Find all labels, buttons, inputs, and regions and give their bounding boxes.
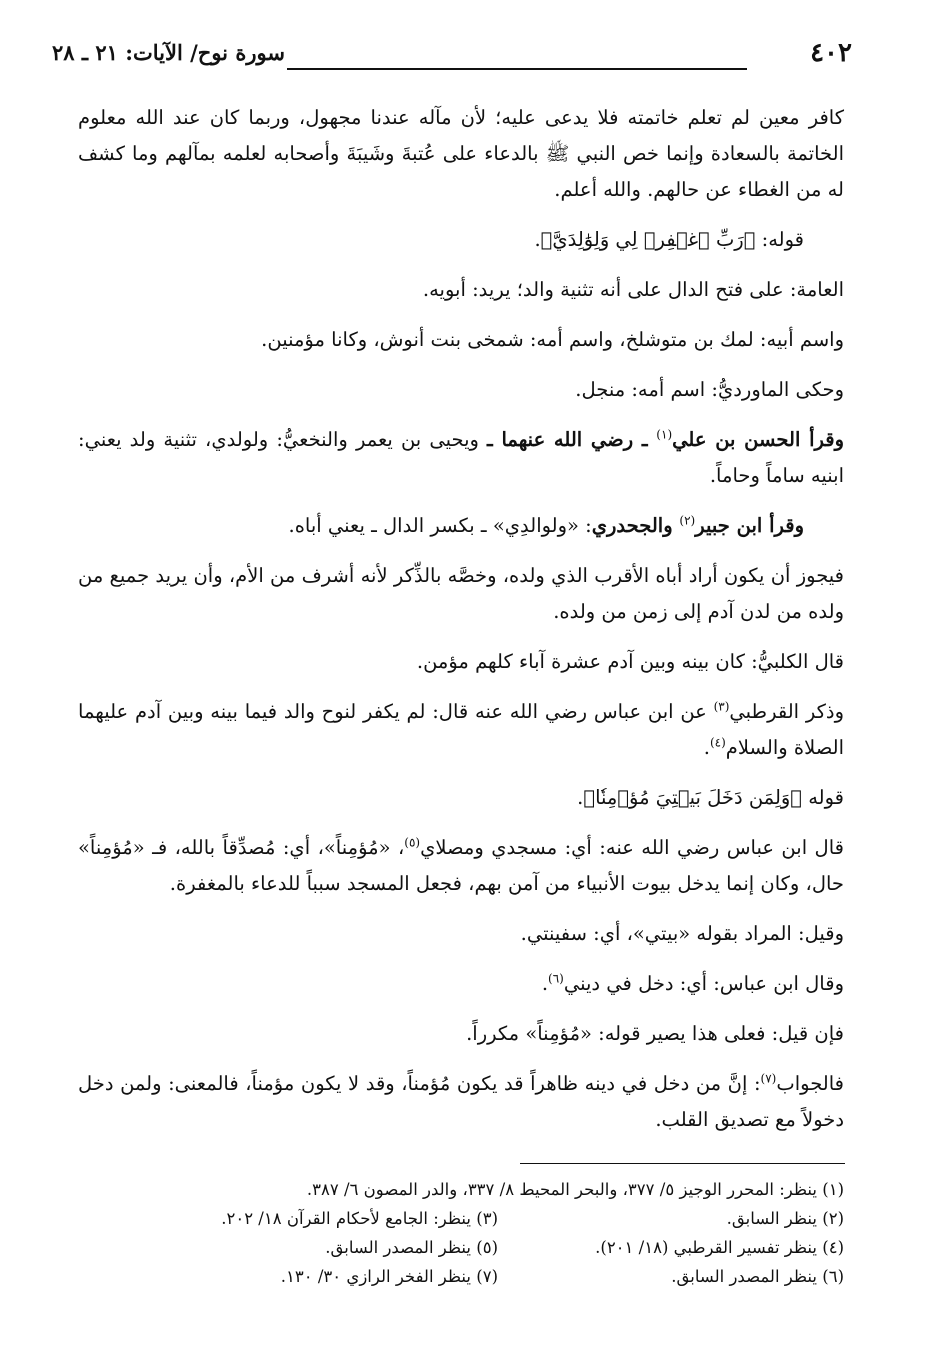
paragraph-text: وقال ابن عباس: أي: دخل في ديني bbox=[563, 972, 844, 995]
footnote-ref[interactable]: (٤) bbox=[709, 735, 726, 750]
paragraph-1: كافر معين لم تعلم خاتمته فلا يدعى عليه؛ لأن مآله عندنا مجهول، وربما كان عند الله معلوم الخاتمة بالسعادة وإنما خص النبي ﷺ بالدعاء على عُتبةَ وشَيبَةَ وأصحابه لعلمه بمآلهم وما كشف له من الغطاء عن حالهم. والله أعلم. bbox=[78, 106, 844, 201]
paragraph-text: فالجواب bbox=[776, 1072, 844, 1095]
paragraph-9 bbox=[78, 694, 844, 766]
quote-verse-1 bbox=[78, 222, 844, 258]
footnote-row bbox=[150, 1204, 844, 1233]
paragraph-text: ، «مُؤمِناً»، أي: مُصدِّقاً بالله، فـ «مُؤمِناً» حال، وكان إنما يدخل بيوت الأنبياء من آمن بهم، فجعل المسجد سبباً للدعاء بالمغفرة. bbox=[78, 836, 844, 895]
page-number: ٤٠٢ bbox=[810, 38, 852, 68]
paragraph-3: واسم أبيه: لمك بن متوشلخ، واسم أمه: شمخى بنت أنوش، وكانا مؤمنين. bbox=[261, 328, 844, 351]
footnote-3: (٣) ينظر: الجامع لأحكام القرآن ١٨/ ٢٠٢. bbox=[221, 1209, 498, 1228]
paragraph-10 bbox=[78, 830, 844, 902]
reader-name: وقرأ الحسن بن علي bbox=[672, 428, 844, 451]
footnote-ref[interactable]: (٥) bbox=[404, 835, 421, 850]
footnote-1: (١) ينظر: المحرر الوجيز ٥/ ٣٧٧، والبحر المحيط ٨/ ٣٣٧، والدر المصون ٦/ ٣٨٧. bbox=[306, 1180, 844, 1199]
reader-name: والجحدري bbox=[591, 514, 680, 537]
verse-lead: قوله bbox=[802, 786, 844, 809]
verse-end: . bbox=[577, 786, 584, 809]
footnote-ref[interactable]: (٦) bbox=[548, 971, 564, 986]
quote-verse-2 bbox=[78, 780, 844, 816]
footnote-ref[interactable]: (٧) bbox=[760, 1071, 777, 1086]
footnote-ref[interactable]: (٣) bbox=[713, 699, 730, 714]
footnote-7: (٧) ينظر الفخر الرازي ٣٠/ ١٣٠. bbox=[280, 1267, 498, 1286]
footnote-row bbox=[150, 1175, 844, 1204]
paragraph-text: قال ابن عباس رضي الله عنه: أي: مسجدي ومصلاي bbox=[420, 836, 844, 859]
paragraph-8: قال الكلبيُّ: كان بينه وبين آدم عشرة آباء كلهم مؤمن. bbox=[416, 650, 844, 673]
quran-verse: ﴿رَبِّ ٱغۡفِرۡ لِي وَلِوَٰلِدَيَّ﴾ bbox=[540, 228, 756, 251]
paragraph-text: . bbox=[703, 736, 710, 759]
paragraph-text: . bbox=[541, 972, 549, 995]
running-title: سورة نوح/ الآيات: ٢١ ـ ٢٨ bbox=[52, 40, 285, 65]
page-header bbox=[52, 38, 852, 72]
paragraph-4: وحكى الماورديُّ: اسم أمه: منجل. bbox=[575, 378, 844, 401]
paragraph-text: ويحيى بن يعمر والنخعيُّ: ولولدي، تثنية ولد يعني: ابنيه ساماً وحاماً. bbox=[78, 428, 844, 487]
paragraph-5 bbox=[78, 422, 844, 494]
main-text bbox=[78, 100, 844, 1138]
paragraph-14 bbox=[78, 1066, 844, 1138]
paragraph-text: : إنَّ من دخل في دينه ظاهراً قد يكون مُؤمناً، وقد لا يكون مؤمناً، فالمعنى: ولمن دخل دخولاً مع تصديق القلب. bbox=[78, 1072, 844, 1131]
paragraph-12 bbox=[78, 966, 844, 1002]
footnote-6: (٦) ينظر المصدر السابق. bbox=[671, 1267, 844, 1286]
footnote-separator bbox=[520, 1163, 845, 1164]
paragraph-6 bbox=[78, 508, 844, 544]
header-rule bbox=[287, 68, 747, 70]
footnote-ref[interactable]: (١) bbox=[656, 427, 673, 442]
paragraph-11: وقيل: المراد بقوله «بيتي»، أي: سفينتي. bbox=[520, 922, 844, 945]
paragraph-text: عن ابن عباس رضي الله عنه قال: لم يكفر لنوح والد فيما بينه وبين آدم عليهما الصلاة والسلام bbox=[78, 700, 844, 759]
footnote-4: (٤) ينظر تفسير القرطبي (١٨/ ٢٠١). bbox=[595, 1238, 844, 1257]
reader-name: وقرأ ابن جبير bbox=[695, 514, 804, 537]
footnote-5: (٥) ينظر المصدر السابق. bbox=[325, 1238, 498, 1257]
paragraph-7: فيجوز أن يكون أراد أباه الأقرب الذي ولده، وخصَّه بالذِّكر لأنه أشرف من الأم، وأن يريد جميع من ولده من لدن آدم إلى زمن من ولده. bbox=[78, 564, 844, 623]
verse-lead: قوله: bbox=[755, 228, 804, 251]
quran-verse: ﴿وَلِمَن دَخَلَ بَيۡتِيَ مُؤۡمِنٗا﴾ bbox=[583, 786, 802, 809]
paragraph-text: : «ولوالدِي» ـ بكسر الدال ـ يعني أباه. bbox=[288, 514, 592, 537]
paragraph-text: وذكر القرطبي bbox=[729, 700, 844, 723]
footnotes bbox=[150, 1175, 844, 1291]
footnote-2: (٢) ينظر السابق. bbox=[726, 1209, 844, 1228]
footnote-row bbox=[150, 1233, 844, 1262]
verse-end: . bbox=[534, 228, 541, 251]
paragraph-2: العامة: على فتح الدال على أنه تثنية والد؛ يريد: أبويه. bbox=[422, 278, 844, 301]
paragraph-13: فإن قيل: فعلى هذا يصير قوله: «مُؤمِناً» مكرراً. bbox=[466, 1022, 844, 1045]
footnote-ref[interactable]: (٢) bbox=[679, 513, 696, 528]
footnote-row bbox=[150, 1262, 844, 1291]
honorific: ـ رضي الله عنهما ـ bbox=[487, 428, 657, 451]
